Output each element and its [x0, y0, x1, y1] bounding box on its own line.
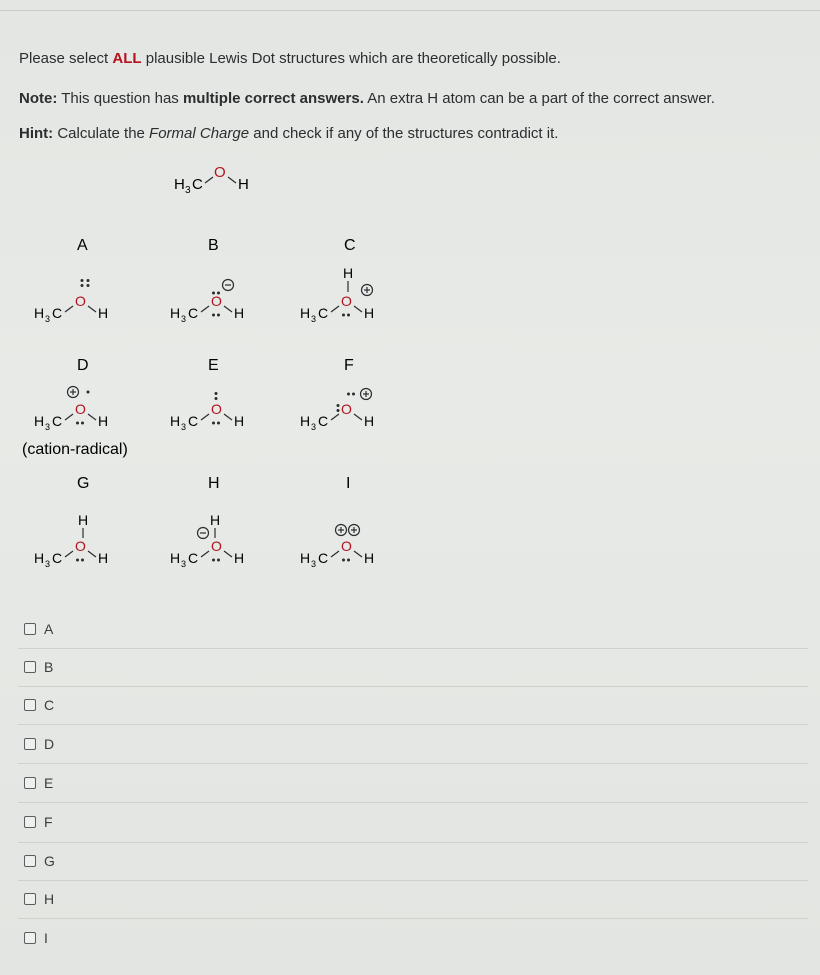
svg-text:O: O: [211, 293, 222, 309]
checkbox-c[interactable]: [24, 699, 36, 711]
svg-text:O: O: [211, 401, 222, 417]
question-hint: Hint: Calculate the Formal Charge and check if any of the structures contradict it.: [19, 125, 559, 142]
option-label: F: [44, 814, 53, 830]
svg-text:H: H: [170, 550, 181, 566]
option-f[interactable]: [24, 810, 53, 834]
svg-text:H: H: [98, 305, 109, 321]
svg-text:3: 3: [45, 314, 51, 324]
option-label: C: [44, 697, 55, 713]
svg-text:C: C: [318, 550, 329, 566]
svg-text:H: H: [364, 550, 375, 566]
structure-e: [170, 357, 244, 432]
option-h[interactable]: [24, 887, 54, 911]
option-d[interactable]: [24, 732, 54, 756]
svg-text:C: C: [188, 305, 199, 321]
svg-text:H: H: [170, 305, 181, 321]
svg-text:O: O: [214, 164, 226, 181]
svg-text:E: E: [208, 357, 219, 374]
question-instruction: Please select ALL plausible Lewis Dot structures which are theoretically possible.: [19, 50, 561, 67]
svg-text:H: H: [98, 413, 109, 429]
divider: [18, 802, 808, 803]
svg-text:C: C: [192, 176, 203, 193]
svg-text:H: H: [208, 475, 220, 492]
svg-text:A: A: [77, 237, 88, 254]
svg-text:D: D: [77, 357, 89, 374]
svg-text:O: O: [341, 293, 352, 309]
checkbox-g[interactable]: [24, 855, 36, 867]
option-label: D: [44, 736, 55, 752]
svg-text:C: C: [188, 550, 199, 566]
option-a[interactable]: [24, 617, 53, 641]
svg-text:H: H: [98, 550, 109, 566]
svg-text:3: 3: [181, 314, 187, 324]
svg-text:(cation-radical): (cation-radical): [22, 441, 128, 458]
svg-text:3: 3: [181, 559, 187, 569]
divider: [18, 763, 808, 764]
svg-text:O: O: [341, 538, 352, 554]
structure-i: [300, 475, 374, 569]
svg-text:G: G: [77, 475, 90, 492]
checkbox-b[interactable]: [24, 661, 36, 673]
svg-text:H: H: [34, 413, 45, 429]
structure-f: [300, 357, 374, 432]
checkbox-a[interactable]: [24, 623, 36, 635]
svg-text:C: C: [344, 237, 356, 254]
svg-text:C: C: [52, 413, 63, 429]
checkbox-i[interactable]: [24, 932, 36, 944]
svg-text:C: C: [52, 550, 63, 566]
svg-text:H: H: [364, 305, 375, 321]
option-label: B: [44, 659, 54, 675]
option-label: G: [44, 853, 55, 869]
divider: [18, 880, 808, 881]
title-molecule: [174, 164, 249, 196]
svg-text:H: H: [170, 413, 181, 429]
structure-d: [22, 357, 128, 458]
svg-text:H: H: [364, 413, 375, 429]
svg-text:H: H: [210, 512, 221, 528]
svg-text:H: H: [238, 176, 249, 193]
question-note: Note: This question has multiple correct answers. An extra H atom can be a part of the correct answer.: [19, 90, 715, 107]
svg-text:H: H: [234, 305, 245, 321]
option-label: A: [44, 621, 54, 637]
svg-text:H: H: [234, 550, 245, 566]
svg-text:H: H: [300, 413, 311, 429]
structure-a: [34, 237, 108, 324]
svg-text:3: 3: [45, 559, 51, 569]
divider: [18, 724, 808, 725]
svg-text:O: O: [341, 401, 352, 417]
option-g[interactable]: [24, 849, 55, 873]
option-i[interactable]: [24, 926, 48, 950]
svg-text:C: C: [52, 305, 63, 321]
svg-text:H: H: [343, 265, 354, 281]
svg-text:I: I: [346, 475, 351, 492]
checkbox-f[interactable]: [24, 816, 36, 828]
svg-text:F: F: [344, 357, 354, 374]
svg-text:H: H: [300, 305, 311, 321]
svg-text:3: 3: [311, 422, 317, 432]
svg-text:H: H: [34, 305, 45, 321]
divider: [18, 842, 808, 843]
svg-text:H: H: [174, 176, 185, 193]
structure-b: [170, 237, 244, 324]
divider: [18, 918, 808, 919]
svg-text:3: 3: [181, 422, 187, 432]
option-b[interactable]: [24, 655, 53, 679]
svg-text:O: O: [211, 538, 222, 554]
svg-text:H: H: [234, 413, 245, 429]
svg-text:3: 3: [311, 559, 317, 569]
svg-text:B: B: [208, 237, 219, 254]
divider: [18, 686, 808, 687]
svg-text:O: O: [75, 538, 86, 554]
option-label: I: [44, 930, 48, 946]
checkbox-h[interactable]: [24, 893, 36, 905]
structure-g: [34, 475, 108, 569]
svg-text:H: H: [78, 512, 89, 528]
svg-text:C: C: [318, 413, 329, 429]
svg-text:C: C: [188, 413, 199, 429]
divider: [18, 648, 808, 649]
option-c[interactable]: [24, 693, 54, 717]
checkbox-e[interactable]: [24, 777, 36, 789]
option-label: E: [44, 775, 54, 791]
structure-h: [170, 475, 244, 569]
svg-text:H: H: [300, 550, 311, 566]
svg-text:3: 3: [185, 185, 191, 196]
option-label: H: [44, 891, 55, 907]
option-e[interactable]: [24, 771, 53, 795]
structure-c: [300, 237, 374, 324]
svg-text:H: H: [34, 550, 45, 566]
svg-text:3: 3: [45, 422, 51, 432]
svg-text:C: C: [318, 305, 329, 321]
svg-text:3: 3: [311, 314, 317, 324]
svg-text:O: O: [75, 293, 86, 309]
checkbox-d[interactable]: [24, 738, 36, 750]
svg-text:O: O: [75, 401, 86, 417]
